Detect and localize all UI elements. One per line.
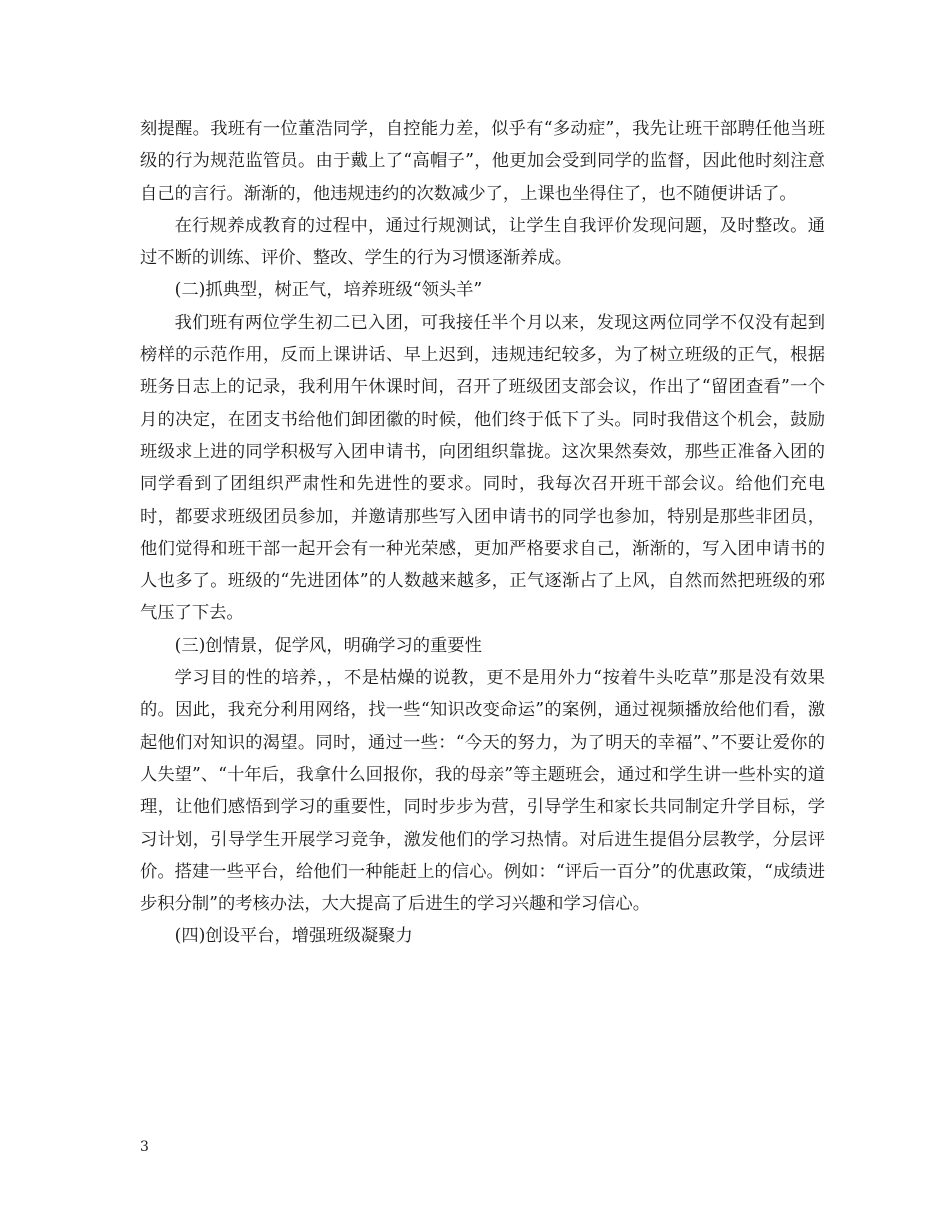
document-body — [140, 113, 825, 953]
paragraph-behavior-testing: 在行规养成教育的过程中，通过行规测试，让学生自我评价发现问题，及时整改。通过不断的训练、评价、整改、学生的行为习惯逐渐养成。 — [140, 215, 825, 269]
paragraph-league-members: 我们班有两位学生初二已入团，可我接任半个月以来，发现这两位同学不仅没有起到榜样的示范作用，反而上课讲话、早上迟到，违规违纪较多，为了树立班级的正气，根据班务日志上的记录，我利用午休课时间，召开了班级团支部会议，作出了“留团查看”一个月的决定，在团支书给他们卸团徽的时候，他们终于低下了头。同时我借这个机会，鼓励班级求上进的同学积极写入团申请书，向团组织靠拢。这次果然奏效，那些正准备入团的同学看到了团组织严肃性和先进性的要求。同时，我每次召开班干部会议。给他们充电时，都要求班级团员参加，并邀请那些写入团申请书的同学也参加，特别是那些非团员，他们觉得和班干部一起开会有一种光荣感，更加严格要求自己，渐渐的，写入团申请书的人也多了。班级的“先进团体”的人数越来越多，正气逐渐占了上风，自然而然把班级的邪气压了下去。 — [140, 312, 825, 624]
section-heading-3: (三)创情景，促学风，明确学习的重要性 — [174, 635, 482, 656]
section-heading-4: (四)创设平台，增强班级凝聚力 — [174, 926, 413, 947]
page-number: 3 — [140, 1139, 149, 1155]
section-heading-2: (二)抓典型，树正气，培养班级“领头羊” — [174, 280, 483, 301]
paragraph-study-purpose: 学习目的性的培养，，不是枯燥的说教，更不是用外力“按着牛头吃草”那是没有效果的。因此，我充分利用网络，找一些“知识改变命运”的案例，通过视频播放给他们看，激起他们对知识的渴望。同时，通过一些：“今天的努力，为了明天的幸福”、”不要让爱你的人失望”、“十年后，我拿什么回报你，我的母亲”等主题班会，通过和学生讲一些朴实的道理，让他们感悟到学习的重要性，同时步步为营，引导学生和家长共同制定升学目标，学习计划，引导学生开展学习竞争，激发他们的学习热情。对后进生提倡分层教学，分层评价。搭建一些平台，给他们一种能赶上的信心。例如：“评后一百分”的优惠政策，“成绩进步积分制”的考核办法，大大提高了后进生的学习兴趣和学习信心。 — [140, 668, 825, 915]
paragraph-continuation: 刻提醒。我班有一位董浩同学，自控能力差，似乎有“多动症”，我先让班干部聘任他当班级的行为规范监管员。由于戴上了“高帽子”，他更加会受到同学的监督，因此他时刻注意自己的言行。渐渐的，他违规违约的次数减少了，上课也坐得住了，也不随便讲话了。 — [140, 119, 825, 204]
